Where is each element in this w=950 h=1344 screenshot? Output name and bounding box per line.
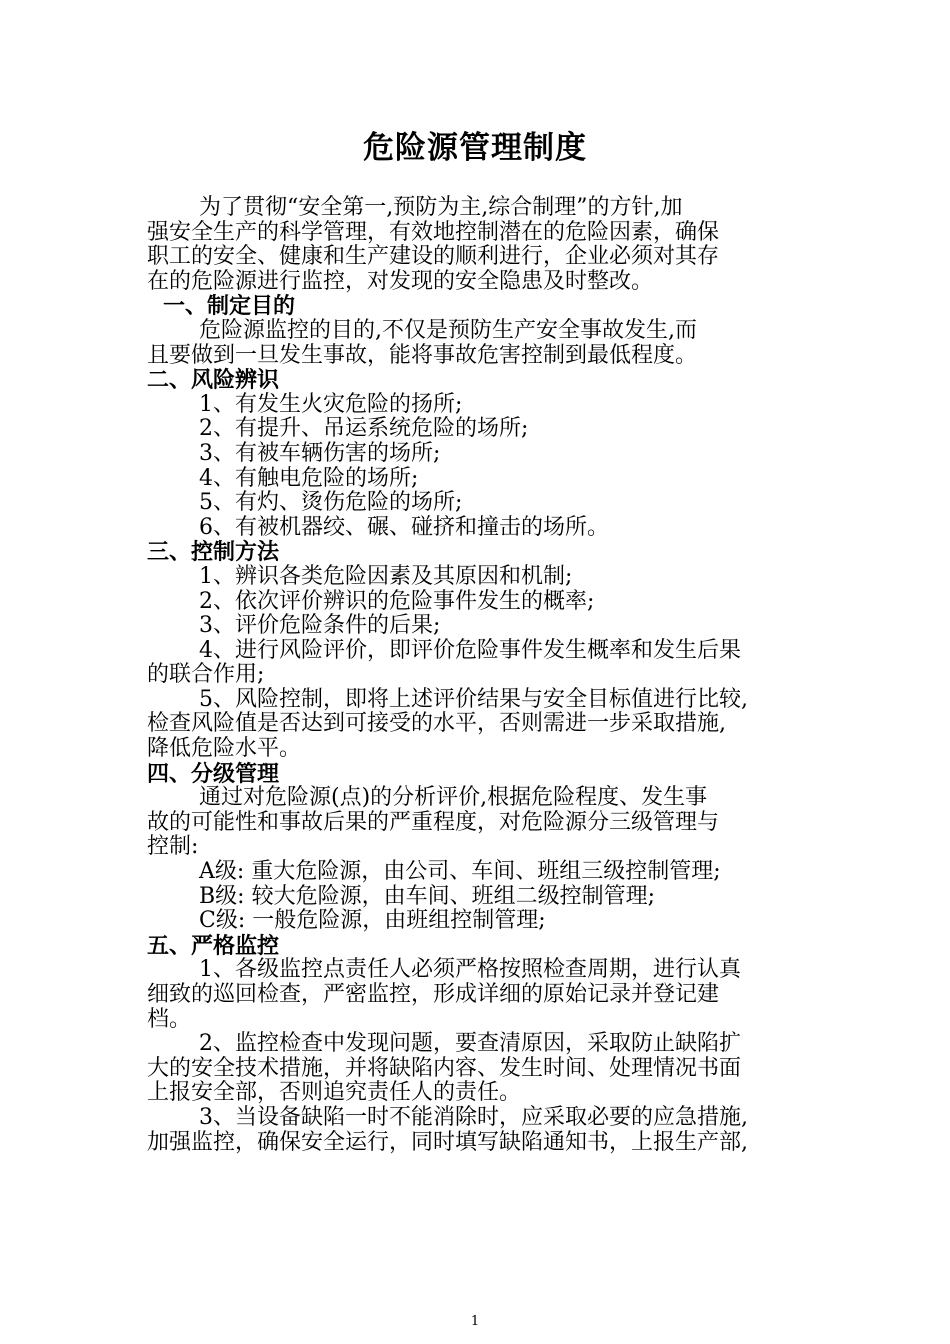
text-line: 4、进行风险评价，即评价危险事件发生概率和发生后果	[199, 637, 741, 663]
text-line: 5、有灼、烫伤危险的场所;	[199, 490, 463, 516]
text-line: 1、各级监控点责任人必须严格按照检查周期，进行认真	[199, 957, 741, 983]
text-line: 5、风险控制，即将上述评价结果与安全目标值进行比较,	[199, 686, 748, 712]
text-line: 2、依次评价辨识的危险事件发生的概率;	[199, 588, 595, 614]
text-line: 的联合作用;	[147, 662, 265, 688]
text-line: 6、有被机器绞、碾、碰挤和撞击的场所。	[199, 514, 609, 540]
text-line: A级: 重大危险源，由公司、车间、班组三级控制管理;	[199, 859, 721, 885]
text-line: 上报安全部，否则追究责任人的责任。	[147, 1080, 522, 1106]
document-title: 危险源管理制度	[363, 130, 587, 166]
text-line: 加强监控，确保安全运行，同时填写缺陷通知书，上报生产部,	[147, 1129, 748, 1155]
section-heading: 二、风险辨识	[147, 367, 280, 394]
text-line: 4、有触电危险的场所;	[199, 465, 419, 491]
text-line: 细致的巡回检查，严密监控，形成详细的原始记录并登记建	[147, 982, 720, 1007]
text-line: 3、评价危险条件的后果;	[199, 613, 441, 639]
section-heading: 一、制定目的	[163, 293, 296, 320]
section-heading: 五、严格监控	[147, 932, 280, 959]
text-line: 大的安全技术措施，并将缺陷内容、发生时间、处理情况书面	[147, 1055, 742, 1081]
text-line: 且要做到一旦发生事故，能将事故危害控制到最低程度。	[147, 342, 698, 368]
text-line: 降低危险水平。	[147, 736, 302, 762]
section-heading: 四、分级管理	[147, 760, 280, 787]
text-line: C级: 一般危险源，由班组控制管理;	[199, 908, 546, 934]
text-line: 1、辨识各类危险因素及其原因和机制;	[199, 563, 573, 589]
page-number: 1	[470, 1314, 480, 1329]
document-body	[147, 196, 807, 1155]
text-line: 检查风险值是否达到可接受的水平，否则需进一步采取措施,	[147, 711, 726, 737]
text-line: 档。	[147, 1006, 192, 1032]
text-line: 通过对危险源(点)的分析评价,根据危险程度、发生事	[199, 785, 708, 811]
text-line: 控制:	[147, 834, 199, 860]
text-line: 为了贯彻“安全第一,预防为主,综合制理”的方针,加	[199, 195, 683, 220]
text-line: 故的可能性和事故后果的严重程度，对危险源分三级管理与	[147, 809, 720, 835]
text-line: 危险源监控的目的,不仅是预防生产安全事故发生,而	[199, 317, 697, 343]
text-line: 1、有发生火灾危险的扬所;	[199, 391, 463, 417]
section-heading: 三、控制方法	[147, 539, 280, 566]
text-line: 2、监控检查中发现问题，要查清原因，采取防止缺陷扩	[199, 1031, 741, 1057]
text-line: 3、当设备缺陷一时不能消除时，应采取必要的应急措施,	[199, 1104, 748, 1130]
text-line: 2、有提升、吊运系统危险的场所;	[199, 416, 529, 442]
text-line: 在的危险源进行监控，对发现的安全隐患及时整改。	[147, 268, 654, 294]
text-line: B级: 较大危险源，由车间、班组二级控制管理;	[199, 883, 655, 909]
text-line: 职工的安全、健康和生产建设的顺利进行，企业必须对其存	[147, 244, 720, 270]
text-line: 强安全生产的科学管理，有效地控制潜在的危险因素，确保	[147, 219, 720, 245]
text-line: 3、有被车辆伤害的场所;	[199, 440, 441, 466]
